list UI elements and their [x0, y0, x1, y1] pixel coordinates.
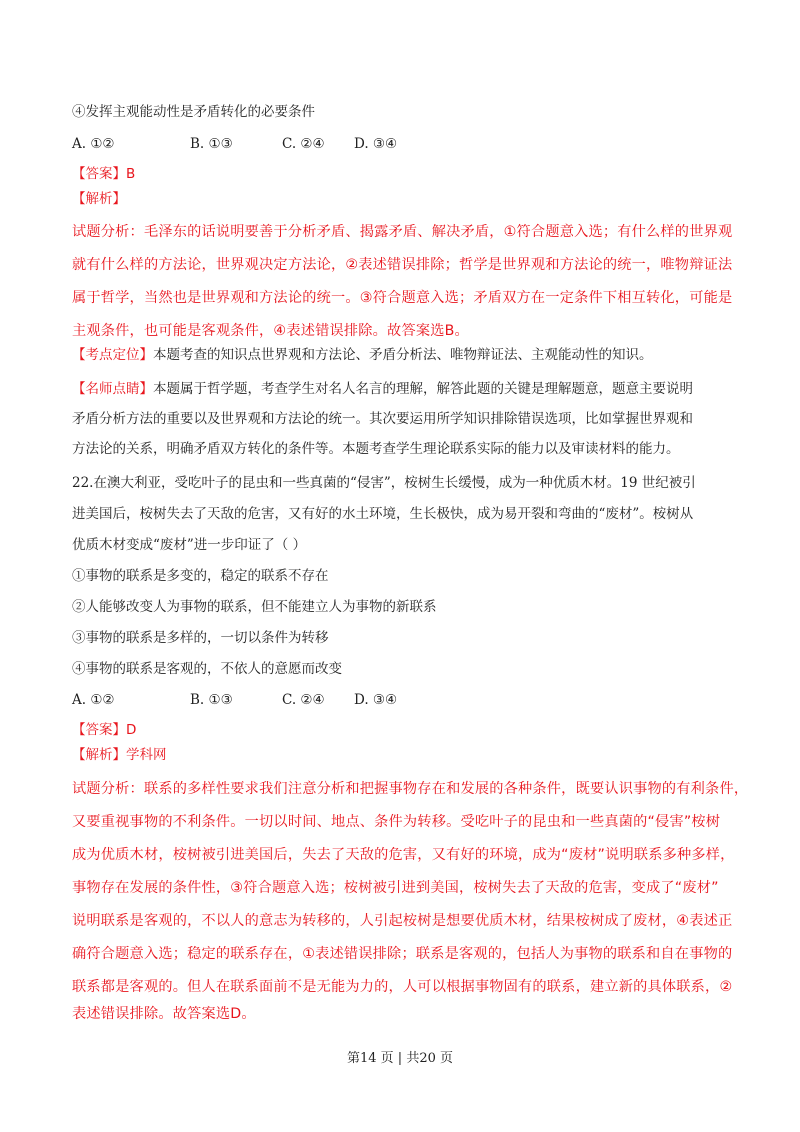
q21-choice-c: C. ②④	[282, 136, 325, 152]
q22-analysis-line: 又要重视事物的不利条件。一切以时间、地点、条件为转移。受吃叶子的昆虫和一些真菌的“侵害”桉树	[72, 814, 721, 830]
mingshi-line: 矛盾分析方法的重要以及世界观和方法论的统一。其次要运用所学知识排除错误选项，比如掌握世界观和	[72, 411, 693, 427]
q21-analysis-line: 就有什么样的方法论，世界观决定方法论，②表述错误排除；哲学是世界观和方法论的统一，唯物辩证法	[72, 257, 733, 273]
q21-option-4: ④发挥主观能动性是矛盾转化的必要条件	[72, 104, 315, 120]
q22-option-1: ①事物的联系是多变的，稳定的联系不存在	[72, 568, 329, 584]
q21-answer	[72, 165, 732, 183]
q22-option-2: ②人能够改变人为事物的联系，但不能建立人为事物的新联系	[72, 599, 437, 615]
q21-choice-a: A. ①②	[72, 136, 115, 152]
q21-choice-b: B. ①③	[190, 136, 233, 152]
q22-choice-a: A. ①②	[72, 692, 115, 708]
q22-analysis-line: 表述错误排除。故答案选D。	[72, 1006, 256, 1022]
mingshi-label: 【名师点睛】	[72, 381, 153, 397]
q21-analysis-line: 试题分析：毛泽东的话说明要善于分析矛盾、揭露矛盾、解决矛盾，①符合题意入选；有什么样的世界观	[72, 224, 733, 240]
q21-answer-label: 【答案】	[72, 166, 126, 182]
q21-kaodian	[72, 346, 732, 364]
q22-option-4: ④事物的联系是客观的，不依人的意愿而改变	[72, 661, 342, 677]
q22-analysis-line: 说明联系是客观的，不以人的意志为转移的，人引起桉树是想要优质木材，结果桉树成了废材，④表述正	[72, 913, 733, 929]
q22-analysis-suffix: 学科网	[126, 747, 167, 763]
q21-choices	[72, 135, 732, 153]
q21-mingshi	[72, 380, 732, 398]
q22-stem-line: 优质木材变成“废材”进一步印证了（ ）	[72, 537, 307, 553]
q22-analysis-line: 事物存在发展的条件性，③符合题意入选；桉树被引进到美国，桉树失去了天敌的危害，变成了“废材”	[72, 880, 719, 896]
q22-answer-label: 【答案】	[72, 722, 126, 738]
kaodian-label: 【考点定位】	[72, 347, 153, 363]
q21-choice-d: D. ③④	[354, 136, 398, 152]
mingshi-line: 方法论的关系，明确矛盾双方转化的条件等。本题考查学生理论联系实际的能力以及审读材料的能力。	[72, 441, 680, 457]
q22-analysis-line: 试题分析：联系的多样性要求我们注意分析和把握事物存在和发展的各种条件，既要认识事物的有利条件，	[72, 781, 749, 797]
q21-analysis-label: 【解析】	[72, 191, 126, 207]
kaodian-text: 本题考查的知识点世界观和方法论、矛盾分析法、唯物辩证法、主观能动性的知识。	[153, 347, 653, 363]
q22-option-3: ③事物的联系是多样的，一切以条件为转移	[72, 630, 329, 646]
q22-choices	[72, 691, 732, 709]
q22-choice-c: C. ②④	[282, 692, 325, 708]
q22-stem-line: 进美国后，桉树失去了天敌的危害，又有好的水土环境，生长极快，成为易开裂和弯曲的“废材”。桉树从	[72, 506, 694, 522]
q22-analysis-line: 联系都是客观的。但人在联系面前不是无能为力的，人可以根据事物固有的联系，建立新的具体联系，②	[72, 979, 733, 995]
q22-analysis-line: 成为优质木材，桉树被引进美国后，失去了天敌的危害，又有好的环境，成为“废材”说明联系多种多样，	[72, 847, 735, 863]
q21-analysis-line: 主观条件，也可能是客观条件，④表述错误排除。故答案选B。	[72, 323, 469, 339]
q22-choice-d: D. ③④	[354, 692, 398, 708]
mingshi-line: 本题属于哲学题，考查学生对名人名言的理解，解答此题的关键是理解题意，题意主要说明	[153, 381, 693, 397]
q22-analysis-label: 【解析】	[72, 747, 126, 763]
q22-choice-b: B. ①③	[190, 692, 233, 708]
q22-analysis-line: 确符合题意入选；稳定的联系存在，①表述错误排除；联系是客观的，包括人为事物的联系和自在事物的	[72, 946, 733, 962]
q22-answer	[72, 721, 732, 739]
q21-answer-value: B	[126, 166, 136, 182]
q22-stem-line: 22.在澳大利亚，受吃叶子的昆虫和一些真菌的“侵害”，桉树生长缓慢，成为一种优质木材。19 世纪被引	[72, 475, 696, 491]
page-footer: 第14 页 | 共20 页	[347, 1051, 453, 1066]
q21-analysis-line: 属于哲学，当然也是世界观和方法论的统一。③符合题意入选；矛盾双方在一定条件下相互转化，可能是	[72, 290, 733, 306]
q22-answer-value: D	[126, 722, 137, 738]
q22-analysis-heading	[72, 746, 732, 764]
